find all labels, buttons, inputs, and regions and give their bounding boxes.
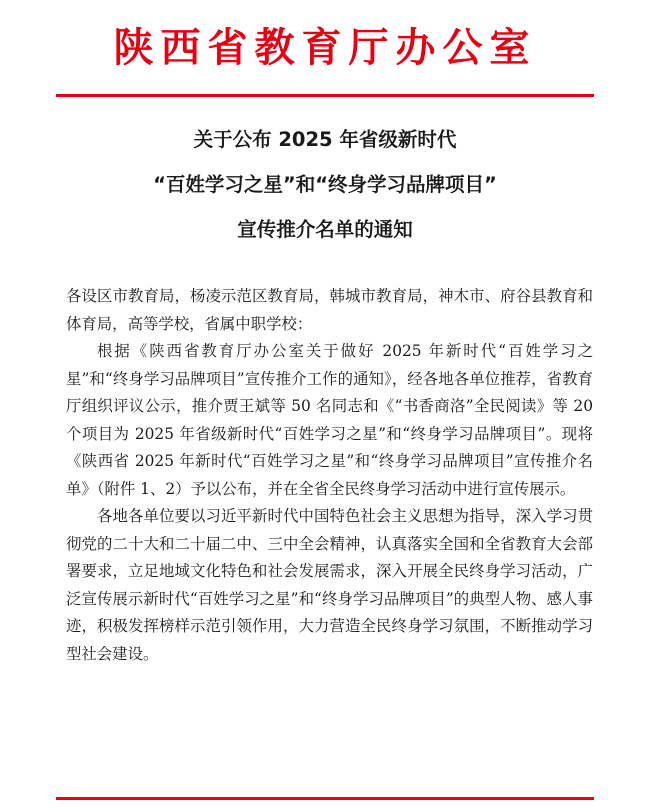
title-line-3: 宣传推介名单的通知	[237, 218, 413, 241]
title-line-2: “百姓学习之星”和“终身学习品牌项目”	[153, 173, 497, 196]
body-paragraph-2: 各地各单位要以习近平新时代中国特色社会主义思想为指导，深入学习贯彻党的二十大和二十届二中、三中全会精神，认真落实全国和全省教育大会部署要求，立足地域文化特色和社会发展需求，深入开展全民终身学习活动，广泛宣传展示新时代“百姓学习之星”和“终身学习品牌项目”的典型人物、感人事迹，积极发挥榜样示范引领作用，大力营造全民终身学习氛围，不断推动学习型社会建设。	[66, 507, 593, 663]
addressee: 各设区市教育局，杨凌示范区教育局，韩城市教育局，神木市、府谷县教育和体育局，高等学校，省属中职学校：	[66, 287, 593, 333]
bottom-red-rule	[56, 797, 594, 800]
notice-body	[66, 283, 593, 668]
masthead-red-rule	[56, 94, 594, 97]
masthead-org-name: 陕西省教育厅办公室	[113, 24, 537, 71]
body-paragraph-1: 根据《陕西省教育厅办公室关于做好 2025 年新时代“百姓学习之星”和“终身学习品牌项目”宣传推介工作的通知》，经各地各单位推荐，省教育厅组织评议公示，推介贾王斌等 50 名同志和《“书香商洛”全民阅读》等 20 个项目为 2025 年省级新时代“百姓学习之星”和“终身学习品牌项目”。现将《陕西省 2025 年新时代“百姓学习之星”和“终身学习品牌项目”宣传推介名单》（附件 1、2）予以公布，并在全省全民终身学习活动中进行宣传展示。	[66, 342, 593, 498]
notice-title	[40, 117, 610, 252]
title-line-1: 关于公布 2025 年省级新时代	[193, 128, 457, 151]
